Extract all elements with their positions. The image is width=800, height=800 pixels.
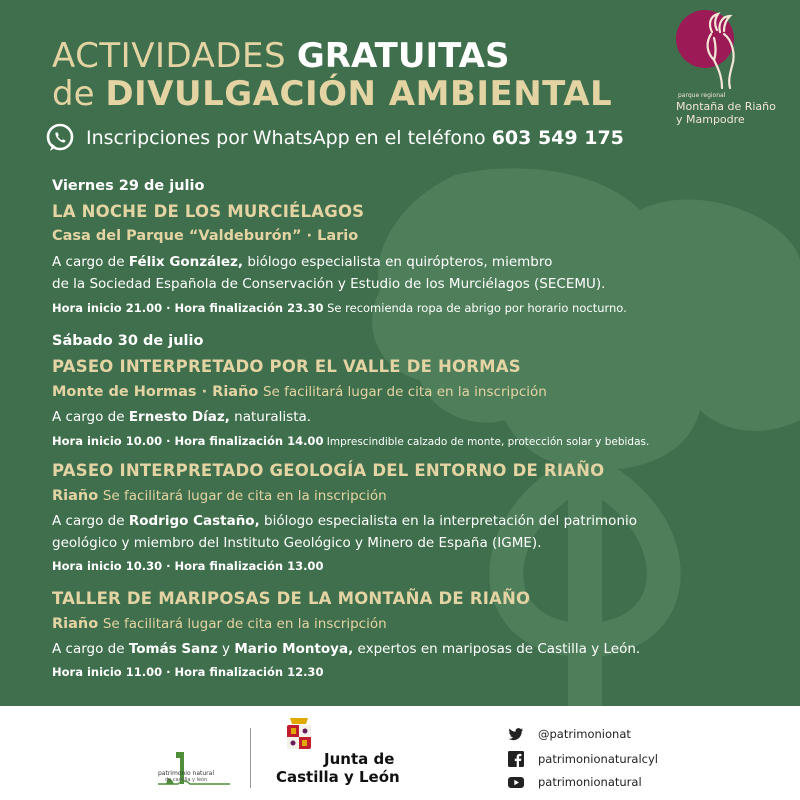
event-1-line-1-post: biólogo especialista en quirópteros, miembro bbox=[247, 254, 553, 270]
park-logo-name-1: Montaña de Riaño bbox=[676, 100, 776, 113]
event-2-title: PASEO INTERPRETADO POR EL VALLE DE HORMAS bbox=[52, 357, 521, 376]
title-line-2 bbox=[52, 76, 612, 112]
event-4-hours-row bbox=[52, 665, 323, 679]
whatsapp-text-post: en el teléfono bbox=[354, 127, 486, 149]
event-3-line-1 bbox=[52, 513, 637, 529]
park-logo-name-2: y Mampodre bbox=[676, 113, 745, 126]
jcyl-line-1: Junta de bbox=[324, 750, 395, 768]
chamois-head-icon bbox=[684, 10, 754, 90]
event-2-location-note: Se facilitará lugar de cita en la inscripción bbox=[262, 384, 547, 400]
event-3-title: PASEO INTERPRETADO GEOLOGÍA DEL ENTORNO DE RIAÑO bbox=[52, 461, 605, 480]
youtube-icon bbox=[508, 774, 524, 790]
castilla-leon-crest-icon bbox=[282, 716, 316, 756]
facebook-icon bbox=[508, 751, 524, 767]
event-1-line-2: de la Sociedad Española de Conservación y Estudio de los Murciélagos (SECEMU). bbox=[52, 276, 606, 292]
event-3-location-row bbox=[52, 488, 387, 504]
subtitle-light: de bbox=[52, 74, 95, 114]
event-4-hours: Hora inicio 11.00 · Hora finalización 12.30 bbox=[52, 665, 324, 679]
event-2-note: Imprescindible calzado de monte, protección solar y bebidas. bbox=[326, 436, 650, 448]
event-1-title: LA NOCHE DE LOS MURCIÉLAGOS bbox=[52, 202, 365, 221]
whatsapp-icon bbox=[44, 122, 76, 154]
title-line-1 bbox=[52, 38, 509, 74]
event-2-hours: Hora inicio 10.00 · Hora finalización 14.00 bbox=[52, 434, 324, 448]
facebook-link[interactable] bbox=[508, 750, 658, 768]
event-4-location: Riaño bbox=[52, 616, 99, 632]
event-4-line-1-post: expertos en mariposas de Castilla y León. bbox=[357, 641, 641, 657]
subtitle-bold: DIVULGACIÓN AMBIENTAL bbox=[105, 74, 613, 114]
patrimonio-natural-sub: de castilla y león bbox=[165, 777, 208, 783]
youtube-link[interactable] bbox=[508, 773, 642, 791]
whatsapp-text-pre: Inscripciones por bbox=[86, 127, 248, 149]
event-4-line-1 bbox=[52, 641, 640, 657]
event-3-location-note: Se facilitará lugar de cita en la inscripción bbox=[102, 488, 387, 504]
title-light: ACTIVIDADES bbox=[52, 36, 287, 76]
event-4-location-note: Se facilitará lugar de cita en la inscripción bbox=[102, 616, 387, 632]
event-2-line-1-post: naturalista. bbox=[234, 409, 312, 425]
event-3-speaker: Rodrigo Castaño, bbox=[128, 513, 260, 529]
event-4-speaker-1: Tomás Sanz bbox=[128, 641, 218, 657]
event-2-date: Sábado 30 de julio bbox=[52, 333, 204, 349]
event-1-hours-row bbox=[52, 301, 627, 315]
whatsapp-number: 603 549 175 bbox=[491, 127, 624, 149]
park-logo bbox=[676, 10, 786, 130]
event-3-line-1-pre: A cargo de bbox=[52, 513, 125, 529]
twitter-handle: @patrimonionat bbox=[538, 727, 631, 741]
event-3-line-2: geológico y miembro del Instituto Geológico y Minero de España (IGME). bbox=[52, 535, 542, 551]
event-2-speaker: Ernesto Díaz, bbox=[128, 409, 230, 425]
event-4-title: TALLER DE MARIPOSAS DE LA MONTAÑA DE RIAÑO bbox=[52, 589, 531, 608]
event-4-speaker-2: Mario Montoya, bbox=[234, 641, 354, 657]
footer bbox=[0, 706, 800, 800]
event-4-location-row bbox=[52, 616, 387, 632]
twitter-icon bbox=[508, 726, 524, 742]
event-3-location: Riaño bbox=[52, 488, 99, 504]
title-bold: GRATUITAS bbox=[296, 36, 510, 76]
event-1-note: Se recomienda ropa de abrigo por horario nocturno. bbox=[327, 301, 627, 315]
event-1-speaker: Félix González, bbox=[128, 254, 244, 270]
event-2-location-row bbox=[52, 384, 547, 400]
event-2-hours-row bbox=[52, 434, 649, 448]
jcyl-line-2: Castilla y León bbox=[276, 768, 400, 786]
event-1-line-1 bbox=[52, 254, 552, 270]
event-2-location: Monte de Hormas · Riaño bbox=[52, 384, 259, 400]
event-2-line-1 bbox=[52, 409, 311, 425]
event-1-date: Viernes 29 de julio bbox=[52, 178, 205, 194]
whatsapp-text-app: WhatsApp bbox=[252, 127, 350, 149]
twitter-link[interactable] bbox=[508, 725, 631, 743]
whatsapp-row bbox=[44, 122, 624, 154]
facebook-handle: patrimonionaturalcyl bbox=[538, 752, 658, 766]
event-2-line-1-pre: A cargo de bbox=[52, 409, 125, 425]
event-4-line-1-pre: A cargo de bbox=[52, 641, 125, 657]
event-4-line-1-mid: y bbox=[222, 641, 231, 657]
park-logo-small-label: parque regional bbox=[678, 92, 726, 99]
event-3-hours-row bbox=[52, 559, 323, 573]
event-1-hours: Hora inicio 21.00 · Hora finalización 23.30 bbox=[52, 301, 324, 315]
event-3-hours: Hora inicio 10.30 · Hora finalización 13.00 bbox=[52, 559, 324, 573]
event-1-line-1-pre: A cargo de bbox=[52, 254, 125, 270]
patrimonio-natural-label: patrimonio natural bbox=[158, 770, 214, 777]
event-3-line-1-post: biólogo especialista en la interpretación del patrimonio bbox=[264, 513, 638, 529]
youtube-handle: patrimonionatural bbox=[538, 775, 642, 789]
footer-divider bbox=[250, 728, 251, 788]
event-1-location: Casa del Parque “Valdeburón” · Lario bbox=[52, 228, 359, 244]
